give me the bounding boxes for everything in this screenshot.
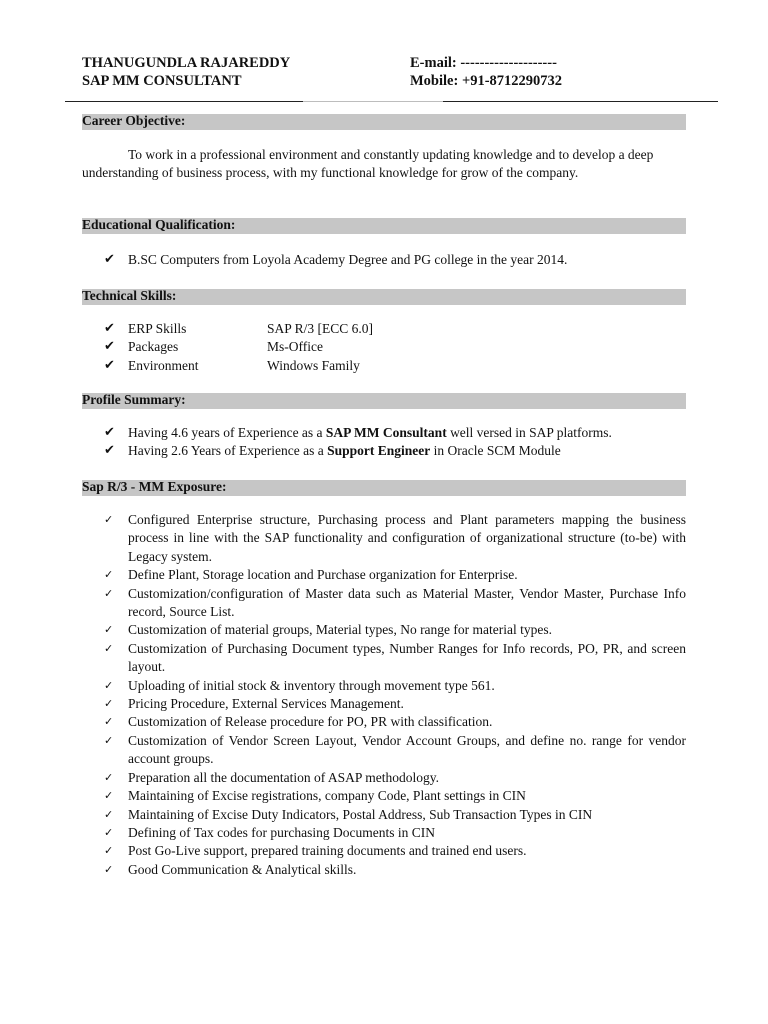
section-title: Technical Skills: bbox=[82, 288, 177, 303]
list-item bbox=[82, 824, 686, 842]
exposure-item-text: Preparation all the documentation of ASAP methodology. bbox=[128, 769, 439, 785]
check-mark-icon: ✔ bbox=[104, 357, 115, 373]
header-divider-right bbox=[443, 101, 718, 102]
header-divider-left bbox=[65, 101, 303, 102]
check-mark-icon: ✓ bbox=[104, 641, 114, 655]
list-item bbox=[82, 713, 686, 731]
exposure-item-text: Customization of Release procedure for PO, PR with classification. bbox=[128, 714, 493, 730]
education-item-text: B.SC Computers from Loyola Academy Degree and PG college in the year 2014. bbox=[128, 252, 568, 267]
check-mark-icon: ✓ bbox=[104, 770, 114, 784]
section-title: Career Objective: bbox=[82, 113, 186, 128]
check-mark-icon: ✔ bbox=[104, 425, 115, 440]
profile-summary-list bbox=[82, 424, 686, 461]
list-item bbox=[82, 787, 686, 805]
header-right bbox=[410, 54, 710, 90]
check-mark-icon: ✓ bbox=[104, 715, 114, 729]
exposure-item-text: Customization/configuration of Master data such as Material Master, Vendor Master, Purchase Info record, Source List. bbox=[128, 585, 686, 620]
summary-highlight: SAP MM Consultant bbox=[325, 425, 447, 440]
section-title: Educational Qualification: bbox=[82, 217, 236, 232]
contact-mobile: Mobile: +91-8712290732 bbox=[410, 73, 563, 89]
list-item bbox=[82, 732, 686, 769]
exposure-item-text: Customization of Purchasing Document types, Number Ranges for Info records, PO, PR, and screen layout. bbox=[128, 640, 686, 675]
list-item bbox=[82, 677, 686, 695]
exposure-item-text: Pricing Procedure, External Services Management. bbox=[128, 696, 404, 712]
skill-value: SAP R/3 [ECC 6.0] bbox=[267, 321, 374, 336]
skill-value: Windows Family bbox=[267, 357, 360, 373]
skill-name: Packages bbox=[128, 339, 179, 355]
section-heading-technical-skills bbox=[82, 289, 686, 305]
list-item bbox=[82, 861, 686, 879]
technical-skills-list bbox=[82, 320, 686, 375]
summary-text: in Oracle SCM Module bbox=[430, 443, 561, 459]
exposure-item-text: Maintaining of Excise Duty Indicators, Postal Address, Sub Transaction Types in CIN bbox=[128, 806, 593, 822]
section-heading-profile-summary bbox=[82, 393, 686, 409]
career-objective-text bbox=[82, 146, 686, 182]
list-item bbox=[82, 566, 686, 584]
list-item bbox=[82, 511, 686, 566]
exposure-item-text: Maintaining of Excise registrations, company Code, Plant settings in CIN bbox=[128, 788, 526, 804]
skill-name: ERP Skills bbox=[128, 321, 187, 336]
exposure-item-text: Good Communication & Analytical skills. bbox=[128, 861, 357, 877]
check-mark-icon: ✓ bbox=[104, 733, 114, 747]
list-item bbox=[82, 640, 686, 677]
check-mark-icon: ✔ bbox=[104, 252, 115, 267]
list-item bbox=[82, 621, 686, 639]
exposure-item-text: Customization of material groups, Material types, No range for material types. bbox=[128, 622, 553, 638]
section-title: Profile Summary: bbox=[82, 392, 186, 407]
section-title: Sap R/3 - MM Exposure: bbox=[82, 479, 227, 494]
exposure-item-text: Define Plant, Storage location and Purchase organization for Enterprise. bbox=[128, 567, 518, 583]
summary-text: Having 2.6 Years of Experience as a bbox=[128, 443, 328, 459]
list-item bbox=[82, 769, 686, 787]
skill-name: Environment bbox=[128, 357, 199, 373]
section-heading-education bbox=[82, 218, 686, 234]
exposure-item-text: Uploading of initial stock & inventory through movement type 561. bbox=[128, 677, 495, 693]
check-mark-icon: ✓ bbox=[104, 789, 114, 803]
check-mark-icon: ✓ bbox=[104, 862, 114, 876]
check-mark-icon: ✔ bbox=[104, 321, 115, 336]
check-mark-icon: ✓ bbox=[104, 807, 114, 821]
summary-highlight: Support Engineer bbox=[327, 443, 431, 459]
header-divider-middle bbox=[303, 101, 443, 102]
mm-exposure-list bbox=[82, 511, 686, 879]
skill-row bbox=[82, 320, 686, 338]
check-mark-icon: ✓ bbox=[104, 678, 114, 692]
check-mark-icon: ✓ bbox=[104, 568, 114, 582]
exposure-item-text: Post Go-Live support, prepared training documents and trained end users. bbox=[128, 843, 527, 859]
check-mark-icon: ✓ bbox=[104, 825, 114, 839]
education-list bbox=[82, 251, 686, 269]
exposure-item-text: Customization of Vendor Screen Layout, Vendor Account Groups, and define no. range for vendor account groups. bbox=[128, 732, 686, 767]
section-heading-career-objective bbox=[82, 114, 686, 130]
summary-text: well versed in SAP platforms. bbox=[446, 425, 612, 440]
exposure-item-text: Configured Enterprise structure, Purchasing process and Plant parameters mapping the business process in line with the SAP functionality and configuration of organizational structure (to-be) with Legacy system. bbox=[128, 512, 686, 564]
check-mark-icon: ✓ bbox=[104, 623, 114, 637]
candidate-role: SAP MM CONSULTANT bbox=[82, 73, 242, 89]
check-mark-icon: ✓ bbox=[104, 844, 114, 858]
list-item bbox=[82, 442, 686, 460]
check-mark-icon: ✔ bbox=[104, 339, 115, 355]
career-objective-body: To work in a professional environment and constantly updating knowledge and to develop a deep understanding of business process, with my functional knowledge for grow of the company. bbox=[82, 147, 654, 180]
list-item bbox=[82, 424, 686, 442]
check-mark-icon: ✔ bbox=[104, 443, 115, 459]
skill-value: Ms-Office bbox=[267, 339, 323, 355]
exposure-item-text: Defining of Tax codes for purchasing Documents in CIN bbox=[128, 824, 435, 840]
contact-email: E-mail: -------------------- bbox=[410, 55, 557, 71]
list-item bbox=[82, 585, 686, 622]
check-mark-icon: ✓ bbox=[104, 513, 114, 526]
section-heading-mm-exposure bbox=[82, 480, 686, 496]
summary-text: Having 4.6 years of Experience as a bbox=[128, 425, 326, 440]
list-item bbox=[82, 842, 686, 860]
skill-row bbox=[82, 338, 686, 356]
check-mark-icon: ✓ bbox=[104, 697, 114, 711]
list-item bbox=[82, 695, 686, 713]
skill-row bbox=[82, 357, 686, 375]
candidate-name: THANUGUNDLA RAJAREDDY bbox=[82, 55, 291, 71]
list-item bbox=[82, 806, 686, 824]
list-item bbox=[82, 251, 686, 269]
check-mark-icon: ✓ bbox=[104, 586, 114, 600]
header-left bbox=[82, 54, 402, 90]
